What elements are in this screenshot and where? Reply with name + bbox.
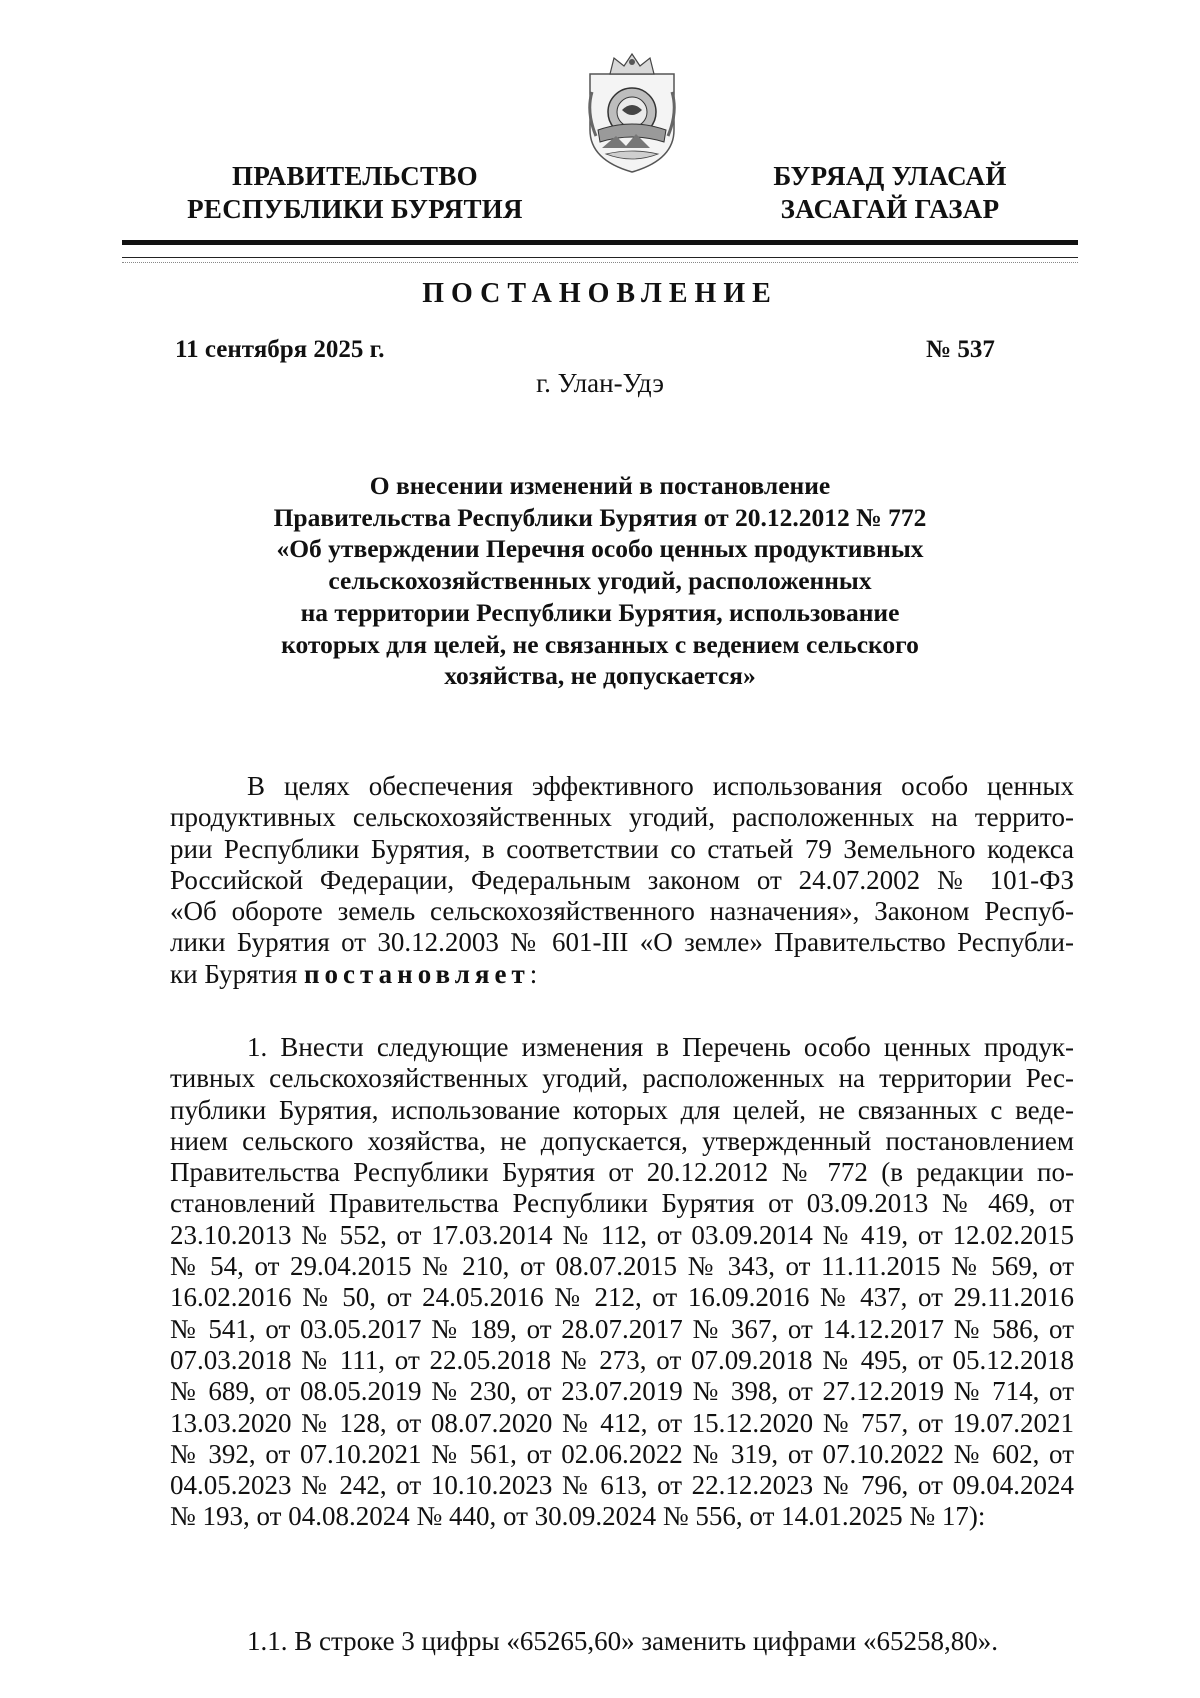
clause-line: № 392, от 07.10.2021 № 561, от 02.06.2022 № 319, от 07.10.2022 № 602, от	[170, 1438, 1074, 1469]
body-line: В целях обеспечения эффективного использования особо ценных	[247, 771, 1074, 801]
clause-line: становлений Правительства Республики Бурятия от 03.09.2013 № 469, от	[170, 1188, 1074, 1219]
title-line: Правительства Республики Бурятия от 20.12.2012 № 772	[273, 502, 927, 532]
document-title	[140, 470, 1060, 692]
clause-line: № 54, от 29.04.2015 № 210, от 08.07.2015 № 343, от 11.11.2015 № 569, от	[170, 1251, 1074, 1282]
issuer-name-buryat	[740, 160, 1040, 226]
header-rule-dotted	[122, 262, 1078, 263]
clause-line: № 689, от 08.05.2019 № 230, от 23.07.2019 № 398, от 27.12.2019 № 714, от	[170, 1376, 1074, 1407]
issuer-line: ПРАВИТЕЛЬСТВО	[232, 161, 478, 191]
clause-line: 07.03.2018 № 111, от 22.05.2018 № 273, от 07.09.2018 № 495, от 05.12.2018	[170, 1344, 1074, 1375]
clause-line: тивных сельскохозяйственных угодий, расположенных на территории Рес-	[170, 1063, 1074, 1094]
clause-line: 23.10.2013 № 552, от 17.03.2014 № 112, от 03.09.2014 № 419, от 12.02.2015	[170, 1219, 1074, 1250]
body-text: ки Бурятия	[170, 958, 304, 989]
title-line: хозяйства, не допускается»	[444, 661, 756, 691]
title-line: сельскохозяйственных угодий, расположенных	[328, 566, 872, 596]
clause-line: № 193, от 04.08.2024 № 440, от 30.09.2024 № 556, от 14.01.2025 № 17):	[170, 1501, 986, 1532]
issuer-name-russian	[150, 160, 560, 226]
clause-line: нием сельского хозяйства, не допускается, утвержденный постановлением	[170, 1125, 1074, 1156]
clause-line: № 541, от 03.05.2017 № 189, от 28.07.2017 № 367, от 14.12.2017 № 586, от	[170, 1313, 1074, 1344]
clause-line: Правительства Республики Бурятия от 20.12.2012 № 772 (в редакции по-	[170, 1157, 1074, 1188]
body-line: Российской Федерации, Федеральным законом от 24.07.2002 № 101-ФЗ	[170, 864, 1074, 895]
document-type: ПОСТАНОВЛЕНИЕ	[422, 278, 778, 309]
clause-line: 04.05.2023 № 242, от 10.10.2023 № 613, от 22.12.2023 № 796, от 09.04.2024	[170, 1470, 1074, 1501]
clause-line: 13.03.2020 № 128, от 08.07.2020 № 412, от 15.12.2020 № 757, от 19.07.2021	[170, 1407, 1074, 1438]
document-number: № 537	[926, 336, 995, 363]
clause-line: публики Бурятия, использование которых для целей, не связанных с веде-	[170, 1094, 1074, 1125]
clause-1-1: 1.1. В строке 3 цифры «65265,60» заменить цифрами «65258,80».	[247, 1626, 998, 1656]
title-line: «Об утверждении Перечня особо ценных продуктивных	[276, 534, 924, 564]
body-line: «Об обороте земель сельскохозяйственного назначения», Законом Респуб-	[170, 896, 1074, 927]
clause-1	[170, 1032, 1074, 1533]
title-line: которых для целей, не связанных с ведением сельского	[281, 629, 919, 659]
preamble-paragraph	[170, 771, 1074, 990]
clause-line: 1. Внести следующие изменения в Перечень особо ценных продук-	[247, 1032, 1074, 1062]
body-text: :	[529, 958, 538, 989]
body-line-last	[170, 959, 1074, 990]
body-line: лики Бурятия от 30.12.2003 № 601-III «О земле» Правительство Республи-	[170, 927, 1074, 958]
issuer-line: РЕСПУБЛИКИ БУРЯТИЯ	[187, 194, 523, 224]
body-line: продуктивных сельскохозяйственных угодий, расположенных на террито-	[170, 802, 1074, 833]
coat-of-arms-icon	[584, 52, 680, 176]
issuer-line: ЗАСАГАЙ ГАЗАР	[780, 194, 1000, 224]
document-date: 11 сентября 2025 г.	[175, 336, 385, 363]
body-line: рии Республики Бурятия, в соответствии со статьей 79 Земельного кодекса	[170, 833, 1074, 864]
title-line: О внесении изменений в постановление	[369, 471, 831, 500]
header-rule-thick	[122, 240, 1078, 245]
issuer-line: БУРЯАД УЛАСАЙ	[773, 161, 1007, 191]
clause-line: 16.02.2016 № 50, от 24.05.2016 № 212, от 16.09.2016 № 437, от 29.11.2016	[170, 1282, 1074, 1313]
document-city: г. Улан-Удэ	[536, 368, 664, 398]
decree-word: постановляет	[304, 958, 530, 989]
header-rule-thin	[122, 257, 1078, 258]
title-line: на территории Республики Бурятия, использование	[300, 597, 900, 627]
